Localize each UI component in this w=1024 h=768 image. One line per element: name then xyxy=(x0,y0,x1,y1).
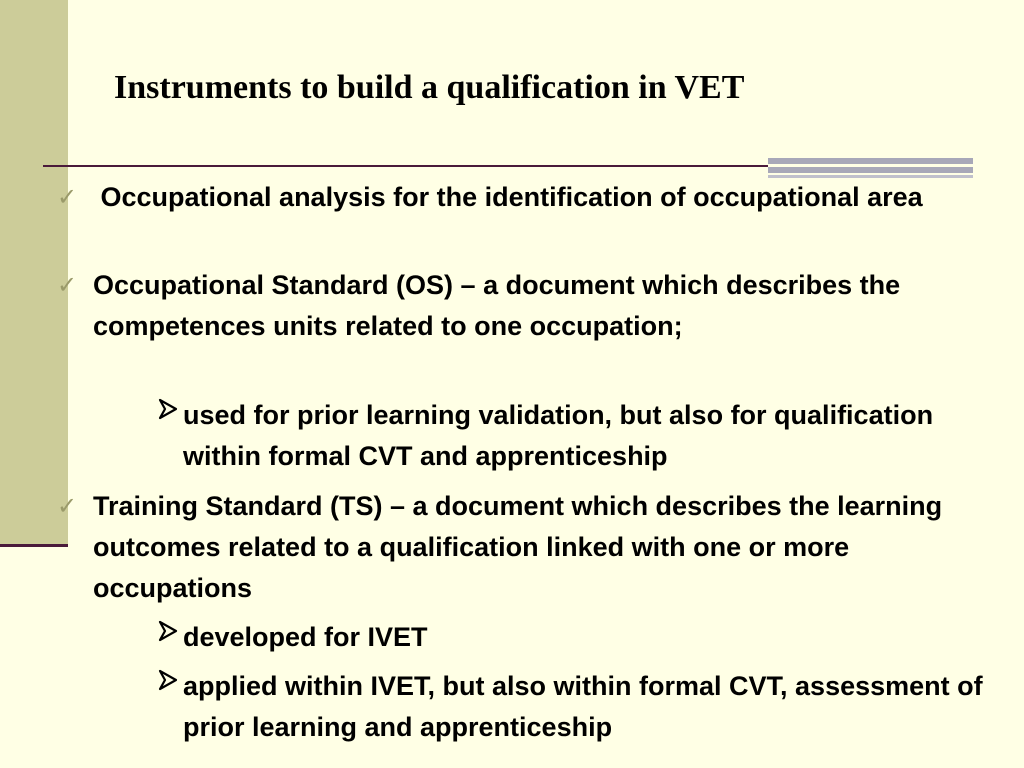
arrow-icon xyxy=(158,669,178,691)
check-icon: ✓ xyxy=(57,492,78,520)
bullet-item-training-standard xyxy=(57,486,993,609)
bullet-text: Occupational Standard (OS) – a document which describes the competences units related to one occupation; xyxy=(93,270,901,341)
check-icon: ✓ xyxy=(57,183,78,211)
sub-bullet-item-prior-learning xyxy=(183,395,1018,477)
slide-title: Instruments to build a qualification in VET xyxy=(114,69,745,106)
sub-bullet-item-ivet xyxy=(183,617,1018,658)
bullet-item-occupational-analysis xyxy=(57,177,993,218)
check-icon: ✓ xyxy=(57,271,78,299)
sub-bullet-text: used for prior learning validation, but also for qualification within formal CVT and apprenticeship xyxy=(183,400,934,471)
sub-bullet-text: developed for IVET xyxy=(183,622,428,652)
arrow-icon xyxy=(158,398,178,420)
bullet-text: Occupational analysis for the identification of occupational area xyxy=(93,182,923,212)
bullet-text: Training Standard (TS) – a document which describes the learning outcomes related to a qualification linked with one or more occupations xyxy=(93,491,943,603)
sub-bullet-item-applied-within xyxy=(183,666,1018,748)
sub-bullet-text: applied within IVET, but also within formal CVT, assessment of prior learning and apprenticeship xyxy=(183,671,983,742)
bullet-item-occupational-standard xyxy=(57,265,993,347)
arrow-icon xyxy=(158,620,178,642)
